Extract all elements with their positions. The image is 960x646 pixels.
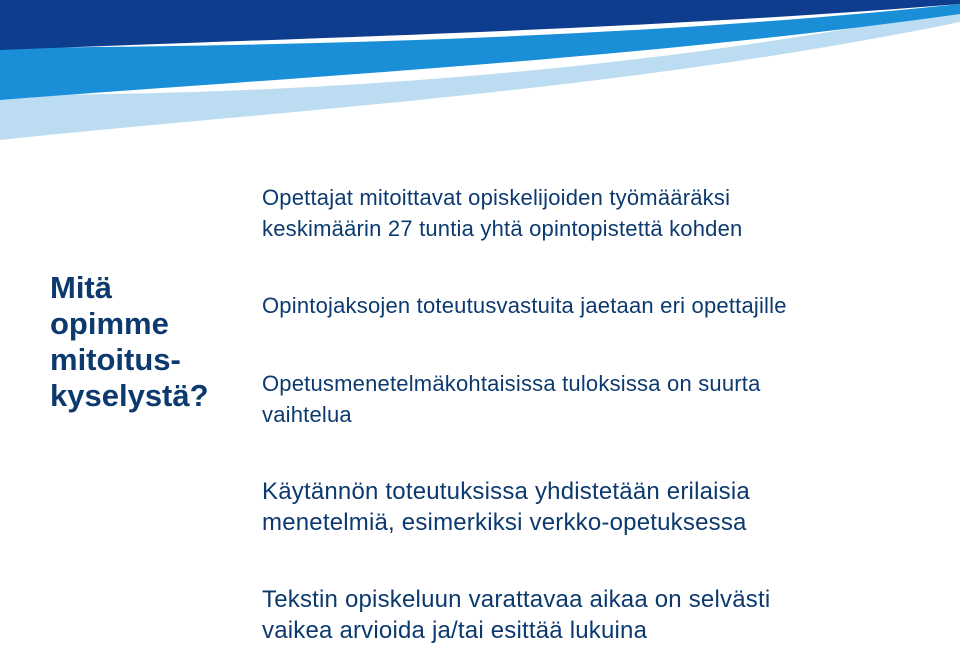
point-item xyxy=(262,584,942,646)
point-item xyxy=(262,182,942,244)
point-item xyxy=(262,476,942,538)
title-line: opimme xyxy=(50,306,169,341)
point-line: Opettajat mitoittavat opiskelijoiden työmääräksi xyxy=(262,185,731,210)
point-line: keskimäärin 27 tuntia yhtä opintopistettä kohden xyxy=(262,216,743,241)
point-line: Opintojaksojen toteutusvastuita jaetaan eri opettajille xyxy=(262,293,787,318)
point-line: menetelmiä, esimerkiksi verkko-opetuksessa xyxy=(262,509,747,536)
point-line: Tekstin opiskeluun varattavaa aikaa on selvästi xyxy=(262,586,771,613)
point-item xyxy=(262,290,942,321)
title-line: mitoitus- xyxy=(50,342,181,377)
point-line: Opetusmenetelmäkohtaisissa tuloksissa on suurta xyxy=(262,371,761,396)
point-line: vaikea arvioida ja/tai esittää lukuina xyxy=(262,617,648,644)
wave-banner xyxy=(0,0,960,150)
point-item xyxy=(262,368,942,430)
title-line: Mitä xyxy=(50,270,112,305)
point-line: Käytännön toteutuksissa yhdistetään erilaisia xyxy=(262,478,750,505)
slide-title xyxy=(50,270,240,414)
point-line: vaihtelua xyxy=(262,402,352,427)
title-line: kyselystä? xyxy=(50,378,209,413)
